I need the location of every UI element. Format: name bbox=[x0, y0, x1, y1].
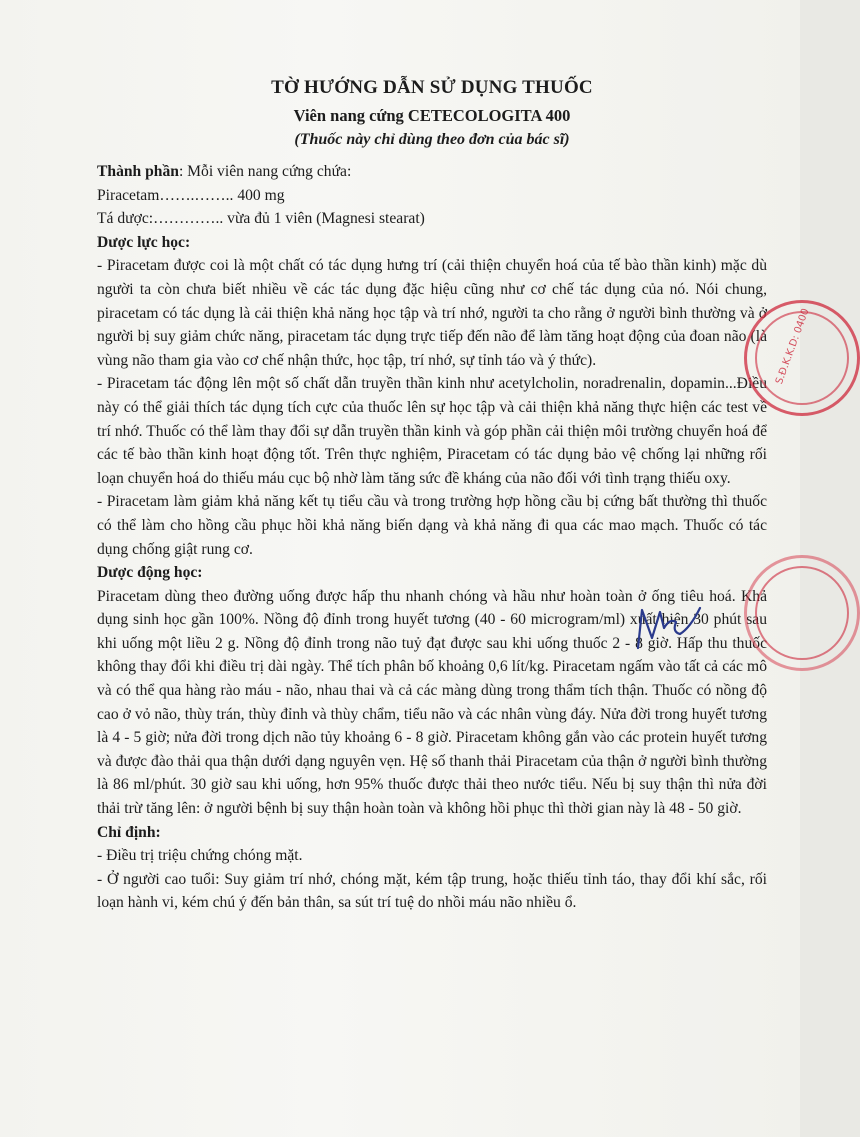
pharmacodynamics-paragraph: - Piracetam làm giảm khả năng kết tụ tiểu cầu và trong trường hợp hồng cầu bị cứng bất thường thì thuốc có thể làm cho hồng cầu phục hồi khả năng biến dạng và khả năng đi qua các mao mạch. Thuốc có tác dụng chống giật rung cơ. bbox=[97, 493, 767, 558]
pharmacodynamics-heading: Dược lực học: bbox=[97, 233, 191, 251]
composition-active: Piracetam…….…….. 400 mg bbox=[97, 186, 285, 204]
indications-item: - Ở người cao tuổi: Suy giảm trí nhớ, chóng mặt, kém tập trung, hoặc thiếu tỉnh táo, thay đổi khí sắc, rối loạn hành vi, kém chú ý đến bản thân, sa sút trí tuệ do nhồi máu não nhiều ổ. bbox=[97, 870, 767, 912]
composition-excipient: Tá dược:………….. vừa đủ 1 viên (Magnesi stearat) bbox=[97, 210, 425, 228]
pharmacokinetics-heading: Dược động học: bbox=[97, 564, 203, 582]
pharmacodynamics-paragraph: - Piracetam được coi là một chất có tác dụng hưng trí (cải thiện chuyển hoá của tế bào thần kinh) mặc dù người ta còn chưa biết nhiều về các tác dụng đặc hiệu cũng như cơ chế tác dụng của nó. Nói chung, piracetam có tác dụng là cải thiện khả năng học tập và trí nhớ, người ta cho rằng ở người bình thường và ở người bị suy giảm chức năng, piracetam tác dụng trực tiếp đến não để làm tăng hoạt động của đoan não (là vùng não tham gia vào cơ chế nhận thức, học tập, trí nhớ, sự tỉnh táo và ý thức). bbox=[97, 257, 767, 369]
document-body bbox=[97, 74, 767, 915]
red-seal-stamp bbox=[744, 300, 860, 416]
red-seal-stamp-partial bbox=[744, 555, 860, 671]
composition-intro: : Mỗi viên nang cứng chứa: bbox=[178, 163, 352, 180]
handwritten-signature bbox=[630, 598, 710, 658]
indications-item: - Điều trị triệu chứng chóng mặt. bbox=[97, 847, 303, 865]
document-title: TỜ HƯỚNG DẪN SỬ DỤNG THUỐC bbox=[271, 77, 593, 98]
pharmacokinetics-paragraph: Piracetam dùng theo đường uống được hấp thu nhanh chóng và hầu như hoàn toàn ở ống tiêu hoá. Khả dụng sinh học gần 100%. Nồng độ đỉnh trong huyết tương (40 - 60 microgram/ml) xuất hiện 30 phút sau khi uống một liều 2 g. Nồng độ đỉnh trong não tuỷ đạt được sau khi uống thuốc 2 - 8 giờ. Hấp thu thuốc không thay đổi khi điều trị dài ngày. Thể tích phân bố khoảng 0,6 lít/kg. Piracetam ngấm vào tất cả các mô và có thể qua hàng rào máu - não, nhau thai và cả các màng dùng trong thẩm tích thận. Thuốc có nồng độ cao ở vỏ não, thùy trán, thùy đỉnh và thùy chẩm, tiểu não và các nhân vùng đáy. Nửa đời trong huyết tương là 4 - 5 giờ; nửa đời trong dịch não tủy khoảng 6 - 8 giờ. Piracetam không gắn vào các protein huyết tương và được đào thải qua thận dưới dạng nguyên vẹn. Hệ số thanh thải Piracetam của thận ở người bình thường là 86 ml/phút. 30 giờ sau khi uống, hơn 95% thuốc được thải theo nước tiểu. Nếu bị suy thận thì nửa đời thải trừ tăng lên: ở người bệnh bị suy thận hoàn toàn và không hồi phục thì thời gian này là 48 - 50 giờ. bbox=[97, 587, 767, 818]
composition-heading: Thành phần bbox=[97, 163, 179, 180]
indications-heading: Chỉ định: bbox=[97, 823, 161, 841]
seal-text: S.Đ.K.K.D: 0400 bbox=[774, 307, 812, 386]
product-name: Viên nang cứng CETECOLOGITA 400 bbox=[293, 106, 571, 125]
seal-inner-ring bbox=[755, 566, 849, 660]
prescription-note: (Thuốc này chỉ dùng theo đơn của bác sĩ) bbox=[294, 131, 570, 148]
pharmacodynamics-paragraph: - Piracetam tác động lên một số chất dẫn truyền thần kinh như acetylcholin, noradrenalin, dopamin...Điều này có thể giải thích tác dụng tích cực của thuốc lên sự học tập và cải thiện khả năng thực hiện các test về trí nhớ. Thuốc có thể làm thay đổi sự dẫn truyền thần kinh và góp phần cải thiện môi trường chuyển hoá để các tế bào thần kinh hoạt động tốt. Trên thực nghiệm, Piracetam có tác dụng bảo vệ chống lại những rối loạn chuyển hoá do thiếu máu cục bộ nhờ làm tăng sức đề kháng của não đối với tình trạng thiếu oxy. bbox=[97, 375, 767, 487]
composition-line bbox=[97, 160, 767, 184]
